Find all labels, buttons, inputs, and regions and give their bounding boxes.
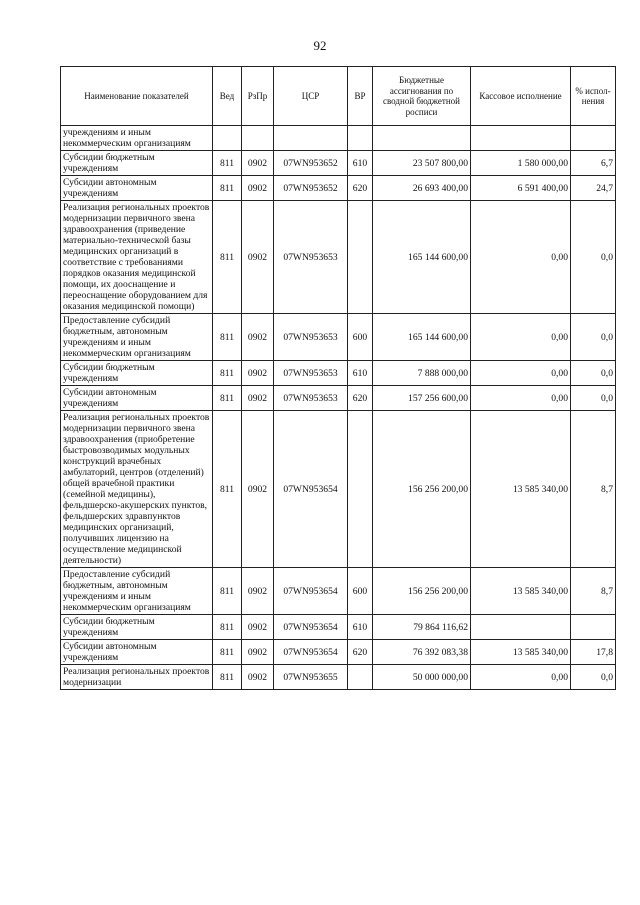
cell-csr: 07WN953653: [274, 361, 348, 386]
cell-cash-execution: [471, 126, 571, 151]
cell-name: Реализация региональных проектов модернизации первичного звена здравоохранения (приобретение быстровозводимых модульных конструкций врачебных амбулаторий, центров (отделений) общей врачебной практики (семейной медицины), фельдшерско-акушерских пунктов, фельдшерских здравпунктов медицинских организаций, получивших лицензию на осуществление медицинской деятельности): [61, 411, 213, 568]
cell-cash-execution: 13 585 340,00: [471, 640, 571, 665]
cell-rzpr: 0902: [242, 411, 274, 568]
cell-execution-percent: 24,7: [571, 176, 616, 201]
cell-vr: [348, 665, 373, 690]
cell-cash-execution: 6 591 400,00: [471, 176, 571, 201]
table-row: [61, 361, 616, 386]
cell-csr: 07WN953652: [274, 151, 348, 176]
cell-rzpr: 0902: [242, 151, 274, 176]
cell-vr: 600: [348, 568, 373, 615]
table-row: [61, 176, 616, 201]
cell-vr: 610: [348, 361, 373, 386]
cell-ved: 811: [213, 361, 242, 386]
cell-assignments: 26 693 400,00: [373, 176, 471, 201]
cell-execution-percent: 6,7: [571, 151, 616, 176]
cell-csr: 07WN953654: [274, 640, 348, 665]
cell-ved: 811: [213, 386, 242, 411]
budget-table: [60, 66, 616, 690]
cell-csr: 07WN953654: [274, 568, 348, 615]
col-header-rzpr: РзПр: [242, 67, 274, 126]
table-row: [61, 126, 616, 151]
cell-name: Реализация региональных проектов модернизации первичного звена здравоохранения (приведение материально-технической базы медицинских организаций в соответствие с требованиями порядков оказания медицинской помощи, их дооснащение и переоснащение оборудованием для оказания медицинской помощи): [61, 201, 213, 314]
cell-csr: [274, 126, 348, 151]
cell-vr: 600: [348, 314, 373, 361]
cell-assignments: [373, 126, 471, 151]
cell-csr: 07WN953652: [274, 176, 348, 201]
cell-execution-percent: 0,0: [571, 314, 616, 361]
cell-name: Субсидии автономным учреждениям: [61, 640, 213, 665]
cell-cash-execution: 0,00: [471, 201, 571, 314]
cell-vr: 620: [348, 176, 373, 201]
col-header-csr: ЦСР: [274, 67, 348, 126]
cell-rzpr: 0902: [242, 176, 274, 201]
cell-name: Реализация региональных проектов модернизации: [61, 665, 213, 690]
cell-execution-percent: 0,0: [571, 201, 616, 314]
col-header-assignments: Бюджетные ассигнования по сводной бюджетной росписи: [373, 67, 471, 126]
cell-cash-execution: 0,00: [471, 361, 571, 386]
cell-csr: 07WN953654: [274, 615, 348, 640]
cell-rzpr: 0902: [242, 568, 274, 615]
col-header-cash-execution: Кассовое исполнение: [471, 67, 571, 126]
cell-csr: 07WN953655: [274, 665, 348, 690]
cell-assignments: 165 144 600,00: [373, 314, 471, 361]
cell-name: Субсидии автономным учреждениям: [61, 176, 213, 201]
cell-rzpr: 0902: [242, 201, 274, 314]
cell-rzpr: 0902: [242, 314, 274, 361]
cell-vr: 620: [348, 640, 373, 665]
table-row: [61, 411, 616, 568]
table-body: [61, 126, 616, 690]
cell-cash-execution: 13 585 340,00: [471, 411, 571, 568]
col-header-execution-percent: % испол-нения: [571, 67, 616, 126]
col-header-name: Наименование показателей: [61, 67, 213, 126]
cell-csr: 07WN953654: [274, 411, 348, 568]
cell-cash-execution: 1 580 000,00: [471, 151, 571, 176]
table-row: [61, 201, 616, 314]
cell-execution-percent: 17,8: [571, 640, 616, 665]
cell-assignments: 157 256 600,00: [373, 386, 471, 411]
cell-cash-execution: [471, 615, 571, 640]
cell-rzpr: 0902: [242, 665, 274, 690]
table-row: [61, 314, 616, 361]
table-row: [61, 615, 616, 640]
cell-rzpr: 0902: [242, 386, 274, 411]
cell-execution-percent: [571, 126, 616, 151]
cell-ved: 811: [213, 176, 242, 201]
cell-name: Субсидии бюджетным учреждениям: [61, 361, 213, 386]
table-row: [61, 151, 616, 176]
cell-ved: 811: [213, 411, 242, 568]
cell-assignments: 156 256 200,00: [373, 411, 471, 568]
cell-cash-execution: 0,00: [471, 386, 571, 411]
cell-assignments: 7 888 000,00: [373, 361, 471, 386]
cell-cash-execution: 0,00: [471, 665, 571, 690]
cell-name: учреждениям и иным некоммерческим организациям: [61, 126, 213, 151]
page-number: 92: [313, 38, 327, 53]
cell-execution-percent: 8,7: [571, 411, 616, 568]
cell-csr: 07WN953653: [274, 201, 348, 314]
cell-ved: 811: [213, 615, 242, 640]
cell-assignments: 76 392 083,38: [373, 640, 471, 665]
cell-cash-execution: 13 585 340,00: [471, 568, 571, 615]
cell-vr: 610: [348, 151, 373, 176]
cell-ved: [213, 126, 242, 151]
cell-vr: 620: [348, 386, 373, 411]
cell-name: Субсидии автономным учреждениям: [61, 386, 213, 411]
cell-ved: 811: [213, 201, 242, 314]
cell-execution-percent: 0,0: [571, 386, 616, 411]
cell-assignments: 23 507 800,00: [373, 151, 471, 176]
cell-execution-percent: 0,0: [571, 665, 616, 690]
cell-vr: 610: [348, 615, 373, 640]
cell-name: Субсидии бюджетным учреждениям: [61, 151, 213, 176]
cell-assignments: 156 256 200,00: [373, 568, 471, 615]
col-header-vr: ВР: [348, 67, 373, 126]
cell-name: Предоставление субсидий бюджетным, автономным учреждениям и иным некоммерческим организациям: [61, 314, 213, 361]
table-row: [61, 640, 616, 665]
cell-rzpr: 0902: [242, 640, 274, 665]
cell-name: Субсидии бюджетным учреждениям: [61, 615, 213, 640]
cell-cash-execution: 0,00: [471, 314, 571, 361]
cell-execution-percent: 0,0: [571, 361, 616, 386]
cell-csr: 07WN953653: [274, 314, 348, 361]
cell-ved: 811: [213, 568, 242, 615]
cell-rzpr: 0902: [242, 361, 274, 386]
cell-ved: 811: [213, 314, 242, 361]
cell-ved: 811: [213, 640, 242, 665]
col-header-ved: Вед: [213, 67, 242, 126]
table-header-row: [61, 67, 616, 126]
table-row: [61, 386, 616, 411]
cell-assignments: 50 000 000,00: [373, 665, 471, 690]
cell-vr: [348, 201, 373, 314]
cell-assignments: 165 144 600,00: [373, 201, 471, 314]
cell-rzpr: 0902: [242, 615, 274, 640]
cell-name: Предоставление субсидий бюджетным, автономным учреждениям и иным некоммерческим организациям: [61, 568, 213, 615]
cell-assignments: 79 864 116,62: [373, 615, 471, 640]
cell-rzpr: [242, 126, 274, 151]
cell-execution-percent: [571, 615, 616, 640]
table-row: [61, 568, 616, 615]
table-row: [61, 665, 616, 690]
cell-vr: [348, 411, 373, 568]
cell-execution-percent: 8,7: [571, 568, 616, 615]
cell-csr: 07WN953653: [274, 386, 348, 411]
cell-ved: 811: [213, 151, 242, 176]
cell-vr: [348, 126, 373, 151]
cell-ved: 811: [213, 665, 242, 690]
